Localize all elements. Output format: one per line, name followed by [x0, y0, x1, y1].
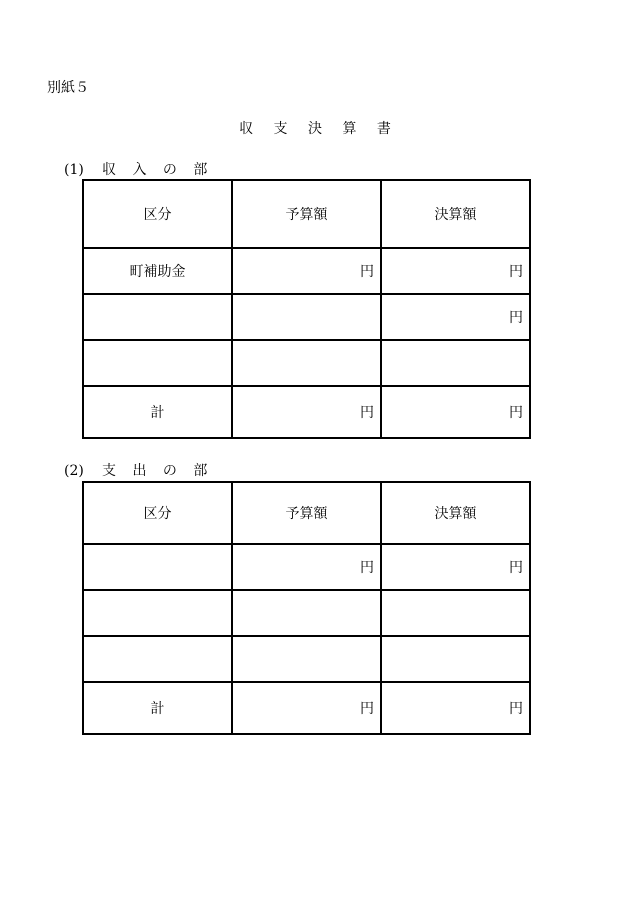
table-row: [83, 636, 530, 682]
income-table: [82, 179, 531, 439]
total-row: [83, 386, 530, 438]
settlement-cell: 円: [381, 248, 530, 294]
total-settlement-cell: 円: [381, 682, 530, 734]
settlement-cell: [381, 340, 530, 386]
document-title: 収 支 決 算 書: [239, 121, 399, 137]
category-cell: [83, 340, 232, 386]
budget-cell: 円: [232, 544, 381, 590]
table-row: [83, 340, 530, 386]
total-budget-cell: 円: [232, 386, 381, 438]
header-budget: 予算額: [232, 180, 381, 248]
expenditure-section-label: 支 出 の 部: [102, 463, 214, 479]
header-settlement: 決算額: [381, 180, 530, 248]
income-section-label: 収 入 の 部: [102, 162, 214, 178]
total-label: 計: [83, 386, 232, 438]
budget-cell: [232, 636, 381, 682]
table-row: [83, 248, 530, 294]
category-cell: [83, 590, 232, 636]
category-cell: [83, 294, 232, 340]
expenditure-section-heading: [64, 461, 213, 481]
budget-cell: [232, 294, 381, 340]
table-header-row: [83, 482, 530, 544]
table-row: [83, 544, 530, 590]
income-section-number: (1): [64, 162, 84, 178]
expenditure-section-number: (2): [64, 463, 84, 479]
budget-cell: [232, 340, 381, 386]
total-label: 計: [83, 682, 232, 734]
total-settlement-cell: 円: [381, 386, 530, 438]
table-row: [83, 590, 530, 636]
expenditure-table: [82, 481, 531, 735]
settlement-cell: 円: [381, 294, 530, 340]
header-category: 区分: [83, 482, 232, 544]
budget-cell: [232, 590, 381, 636]
form-id: 別紙５: [47, 80, 89, 96]
header-budget: 予算額: [232, 482, 381, 544]
table-header-row: [83, 180, 530, 248]
table-row: [83, 294, 530, 340]
settlement-cell: [381, 636, 530, 682]
settlement-cell: [381, 590, 530, 636]
header-settlement: 決算額: [381, 482, 530, 544]
total-budget-cell: 円: [232, 682, 381, 734]
settlement-cell: 円: [381, 544, 530, 590]
header-category: 区分: [83, 180, 232, 248]
budget-cell: 円: [232, 248, 381, 294]
category-cell: 町補助金: [83, 248, 232, 294]
total-row: [83, 682, 530, 734]
income-section-heading: [64, 160, 213, 180]
category-cell: [83, 636, 232, 682]
category-cell: [83, 544, 232, 590]
